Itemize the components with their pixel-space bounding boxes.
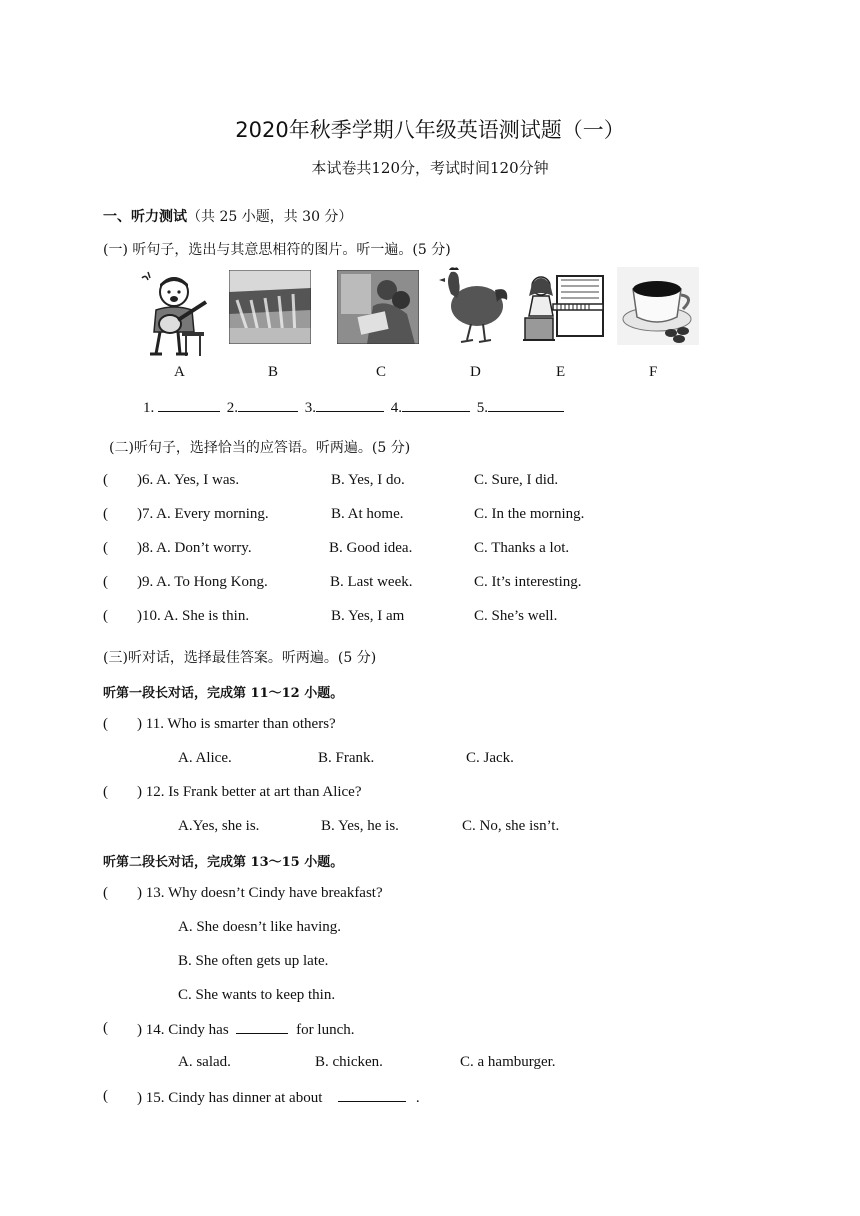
- question-14-option-b: B. chicken.: [315, 1054, 383, 1070]
- question-paren: (: [103, 1020, 108, 1036]
- picture-label-f: F: [649, 364, 658, 380]
- question-15-text-after: .: [415, 1090, 420, 1106]
- question-13-option-b: B. She often gets up late.: [178, 953, 329, 969]
- question-paren: (: [103, 574, 108, 590]
- question-6-option-b: B. Yes, I do.: [331, 472, 405, 488]
- question-14-text-after: for lunch.: [296, 1022, 355, 1038]
- question-11-option-b: B. Frank.: [318, 750, 375, 766]
- dialog1-heading: 听第一段长对话，完成第 11～12 小题。: [103, 686, 344, 701]
- question-paren: (: [103, 1088, 108, 1104]
- question-15-text: [137, 1088, 420, 1107]
- question-14-option-c: C. a hamburger.: [460, 1054, 556, 1070]
- coffee-cup-icon: [617, 267, 699, 345]
- picture-label-d: D: [470, 364, 481, 380]
- question-6-option-a: )6. A. Yes, I was.: [137, 472, 240, 488]
- answer-number: 5.: [476, 400, 488, 416]
- question-14-blank[interactable]: [236, 1020, 288, 1034]
- question-9-option-c: C. It’s interesting.: [474, 574, 582, 590]
- question-9-option-a: )9. A. To Hong Kong.: [137, 574, 268, 590]
- question-11-text: ) 11. Who is smarter than others?: [137, 716, 336, 732]
- question-15-text-before: ) 15. Cindy has dinner at about: [137, 1090, 323, 1106]
- question-paren: (: [103, 540, 108, 556]
- answer-blank[interactable]: [158, 398, 220, 412]
- question-8-option-b: B. Good idea.: [329, 540, 413, 556]
- answer-blank[interactable]: [488, 398, 564, 412]
- question-paren: (: [103, 506, 108, 522]
- question-8-option-a: )8. A. Don’t worry.: [137, 540, 252, 556]
- question-paren: (: [103, 885, 108, 901]
- girl-playing-piano-icon: [519, 266, 605, 348]
- question-10-option-c: C. She’s well.: [474, 608, 558, 624]
- answer-blank[interactable]: [238, 398, 298, 412]
- picture-label-e: E: [556, 364, 566, 380]
- question-12-option-b: B. Yes, he is.: [321, 818, 399, 834]
- question-10-option-b: B. Yes, I am: [331, 608, 405, 624]
- answer-number: 4.: [390, 400, 402, 416]
- people-reading-icon: [337, 270, 419, 344]
- part1-instruction: (一) 听句子，选出与其意思相符的图片。听一遍。(5 分): [103, 242, 451, 258]
- question-paren: (: [103, 784, 108, 800]
- page-subtitle: 本试卷共120分，考试时间120分钟: [311, 159, 549, 177]
- question-6-option-c: C. Sure, I did.: [474, 472, 559, 488]
- question-13-option-c: C. She wants to keep thin.: [178, 987, 336, 1003]
- question-9-option-b: B. Last week.: [330, 574, 413, 590]
- question-7-option-b: B. At home.: [331, 506, 404, 522]
- section-heading: [103, 206, 352, 226]
- waterfall-icon: [229, 270, 311, 344]
- answer-number: 2.: [226, 400, 238, 416]
- question-11-option-c: C. Jack.: [466, 750, 514, 766]
- question-10-option-a: )10. A. She is thin.: [137, 608, 250, 624]
- picture-label-a: A: [174, 364, 185, 380]
- answer-blank[interactable]: [316, 398, 384, 412]
- question-11-option-a: A. Alice.: [178, 750, 232, 766]
- page-title: 2020年秋季学期八年级英语测试题（一）: [235, 118, 625, 142]
- question-14-text-before: ) 14. Cindy has: [137, 1022, 229, 1038]
- answer-blanks-row: [143, 398, 564, 417]
- question-13-option-a: A. She doesn’t like having.: [178, 919, 342, 935]
- question-13-text: ) 13. Why doesn’t Cindy have breakfast?: [137, 885, 383, 901]
- question-8-option-c: C. Thanks a lot.: [474, 540, 570, 556]
- boy-playing-guitar-icon: [134, 270, 214, 360]
- answer-blank[interactable]: [402, 398, 470, 412]
- answer-number: 3.: [304, 400, 316, 416]
- question-7-option-a: )7. A. Every morning.: [137, 506, 269, 522]
- answer-number: 1.: [143, 400, 155, 416]
- picture-label-b: B: [268, 364, 279, 380]
- hen-icon: [437, 266, 511, 346]
- question-12-text: ) 12. Is Frank better at art than Alice?: [137, 784, 362, 800]
- question-15-blank[interactable]: [338, 1088, 406, 1102]
- picture-label-c: C: [376, 364, 387, 380]
- question-12-option-c: C. No, she isn’t.: [462, 818, 560, 834]
- question-7-option-c: C. In the morning.: [474, 506, 585, 522]
- question-paren: (: [103, 608, 108, 624]
- question-paren: (: [103, 472, 108, 488]
- section-heading-rest: （共 25 小题，共 30 分）: [187, 209, 353, 225]
- part3-instruction: (三)听对话，选择最佳答案。听两遍。(5 分): [103, 650, 377, 666]
- question-paren: (: [103, 716, 108, 732]
- dialog2-heading: 听第二段长对话，完成第 13～15 小题。: [103, 855, 344, 870]
- section-heading-bold: 一、听力测试: [103, 209, 187, 225]
- question-14-text: [137, 1020, 355, 1039]
- part2-instruction: (二)听句子，选择恰当的应答语。听两遍。(5 分): [109, 440, 411, 456]
- question-14-option-a: A. salad.: [178, 1054, 231, 1070]
- question-12-option-a: A.Yes, she is.: [178, 818, 260, 834]
